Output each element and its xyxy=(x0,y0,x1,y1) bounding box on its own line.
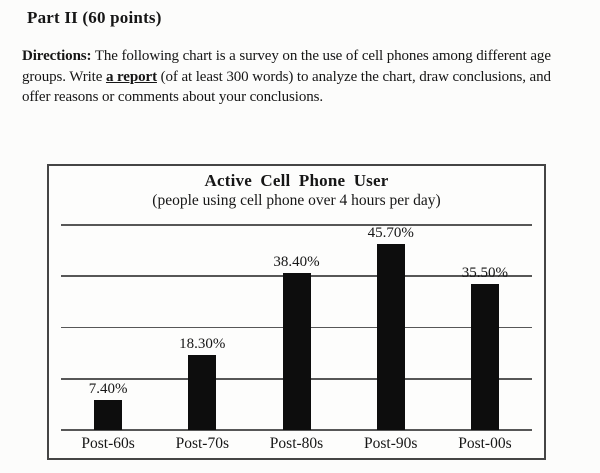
directions-emphasis: a report xyxy=(105,68,157,85)
bar-column xyxy=(61,225,155,430)
bar-value-label: 38.40% xyxy=(273,253,320,270)
bar-value-label: 18.30% xyxy=(179,335,226,352)
chart-subtitle: (people using cell phone over 4 hours per day) xyxy=(152,192,441,209)
bar xyxy=(188,355,216,430)
bar xyxy=(377,244,405,430)
category-label: Post-80s xyxy=(269,435,324,452)
section-heading: Part II (60 points) xyxy=(27,8,162,27)
directions-paragraph xyxy=(22,46,582,108)
plot-area xyxy=(61,225,532,430)
category-label: Post-00s xyxy=(458,435,512,452)
bar-value-label: 7.40% xyxy=(88,380,128,397)
directions-text-before: The following chart is a survey on the use of cell phones among different age groups. Write xyxy=(22,48,551,85)
bar-column xyxy=(344,225,438,430)
bar-value-label: 45.70% xyxy=(367,225,414,241)
bars-container xyxy=(61,225,532,430)
bar-column xyxy=(438,225,532,430)
bar-column xyxy=(249,225,343,430)
bar xyxy=(94,400,122,430)
category-label: Post-90s xyxy=(364,435,418,452)
category-label: Post-70s xyxy=(175,435,229,452)
bar-chart xyxy=(47,164,546,460)
directions-text-after: (of at least 300 words) to analyze the chart, draw conclusions, and offer reasons or comments about your conclusions. xyxy=(22,68,551,105)
bar-column xyxy=(155,225,249,430)
directions-label: Directions: xyxy=(22,48,92,64)
category-axis xyxy=(61,430,532,456)
bar xyxy=(471,284,499,430)
category-label: Post-60s xyxy=(81,435,135,452)
bar xyxy=(283,273,311,430)
bar-value-label: 35.50% xyxy=(461,265,509,282)
chart-title: Active Cell Phone User xyxy=(204,171,389,190)
